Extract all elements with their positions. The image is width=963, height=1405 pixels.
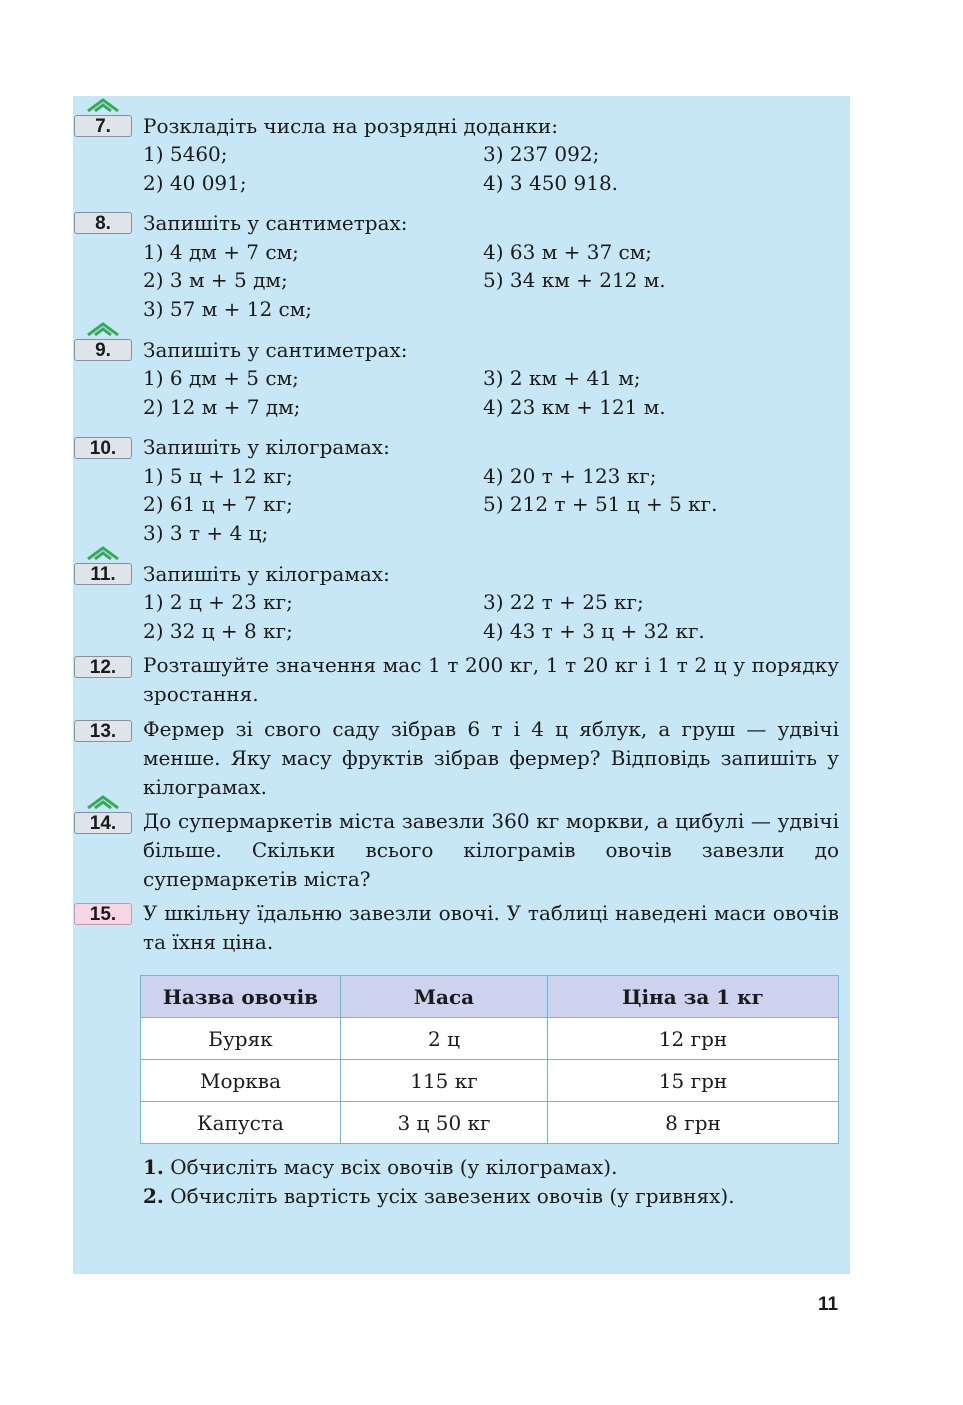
question-item (143, 1153, 617, 1182)
task-text: Фермер зі свого саду зібрав 6 т і 4 ц яблук, а груш — удвічі менше. Яку масу фруктів зібрав фермер? Відповідь запишіть у кілограмах. (143, 717, 839, 799)
task-item: 1) 6 дм + 5 см; (143, 366, 299, 390)
task-number: 7. (74, 115, 132, 137)
task-number: 11. (74, 563, 132, 585)
task-item: 1) 5460; (143, 142, 228, 166)
task-item: 4) 23 км + 121 м. (483, 395, 666, 419)
task-title: Запишіть у кілограмах: (143, 435, 390, 459)
table-cell: Морква (141, 1060, 341, 1102)
task-item: 4) 3 450 918. (483, 171, 619, 195)
task-item: 1) 2 ц + 23 кг; (143, 590, 293, 614)
task-item: 2) 12 м + 7 дм; (143, 395, 301, 419)
task-item: 2) 40 091; (143, 171, 247, 195)
task-item: 5) 34 км + 212 м. (483, 268, 666, 292)
task-item: 3) 57 м + 12 см; (143, 297, 313, 321)
question-item (143, 1182, 735, 1211)
task-item: 2) 32 ц + 8 кг; (143, 619, 293, 643)
task-item: 2) 61 ц + 7 кг; (143, 492, 293, 516)
task-number: 13. (74, 720, 132, 742)
table-row (141, 1102, 839, 1144)
table-header: Маса (341, 976, 548, 1018)
task-number: 14. (74, 812, 132, 834)
task-item: 4) 43 т + 3 ц + 32 кг. (483, 619, 705, 643)
task-item: 3) 22 т + 25 кг; (483, 590, 644, 614)
table-cell: 115 кг (341, 1060, 548, 1102)
task-text: Розташуйте значення мас 1 т 200 кг, 1 т 20 кг і 1 т 2 ц у порядку зростання. (143, 653, 839, 706)
task-item: 4) 63 м + 37 см; (483, 240, 653, 264)
question-number: 1. (143, 1155, 164, 1179)
table-cell: 15 грн (548, 1060, 839, 1102)
task-item: 4) 20 т + 123 кг; (483, 464, 657, 488)
task-item: 1) 4 дм + 7 см; (143, 240, 299, 264)
home-task-icon (86, 795, 120, 809)
task-title: Запишіть у сантиметрах: (143, 338, 408, 362)
task-item: 3) 3 т + 4 ц; (143, 521, 269, 545)
task-number: 8. (74, 212, 132, 234)
table-cell: 12 грн (548, 1018, 839, 1060)
vegetables-table (140, 975, 839, 1144)
table-row (141, 1060, 839, 1102)
table-cell: Капуста (141, 1102, 341, 1144)
table-cell: Буряк (141, 1018, 341, 1060)
table-cell: 2 ц (341, 1018, 548, 1060)
home-task-icon (86, 546, 120, 560)
table-header: Назва овочів (141, 976, 341, 1018)
task-title: Запишіть у кілограмах: (143, 562, 390, 586)
task-item: 2) 3 м + 5 дм; (143, 268, 288, 292)
task-item: 3) 2 км + 41 м; (483, 366, 641, 390)
page-number: 11 (818, 1294, 839, 1315)
task-title: Розкладіть числа на розрядні доданки: (143, 114, 558, 138)
question-text: Обчисліть вартість усіх завезених овочів (у гривнях). (170, 1184, 735, 1208)
task-item: 5) 212 т + 51 ц + 5 кг. (483, 492, 718, 516)
task-item: 1) 5 ц + 12 кг; (143, 464, 293, 488)
table-row (141, 1018, 839, 1060)
home-task-icon (86, 98, 120, 112)
task-text: У шкільну їдальню завезли овочі. У таблиці наведені маси овочів та їхня ціна. (143, 901, 839, 954)
task-text: До супермаркетів міста завезли 360 кг моркви, а цибулі — удвічі більше. Скільки всього кілограмів овочів завезли до супермаркетів міста? (143, 809, 839, 891)
question-number: 2. (143, 1184, 164, 1208)
table-header: Ціна за 1 кг (548, 976, 839, 1018)
home-task-icon (86, 322, 120, 336)
table-cell: 3 ц 50 кг (341, 1102, 548, 1144)
task-number: 9. (74, 339, 132, 361)
task-item: 3) 237 092; (483, 142, 600, 166)
task-number: 12. (74, 656, 132, 678)
table-cell: 8 грн (548, 1102, 839, 1144)
task-title: Запишіть у сантиметрах: (143, 211, 408, 235)
task-number: 10. (74, 437, 132, 459)
question-text: Обчисліть масу всіх овочів (у кілограмах). (170, 1155, 618, 1179)
task-number: 15. (74, 903, 132, 925)
table-header-row (141, 976, 839, 1018)
